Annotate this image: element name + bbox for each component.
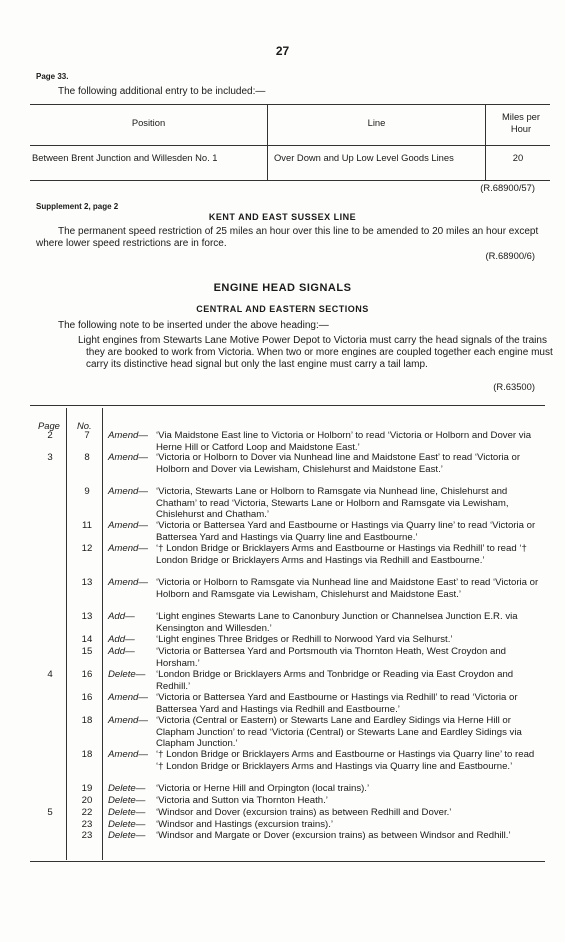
- speed-table: [30, 104, 550, 181]
- row-text: ‘Light engines Stewarts Lane to Canonbury Junction or Channelsea Junction E.R. via Kensington and Willesden.’: [156, 611, 518, 634]
- row-action: Amend—: [108, 692, 148, 703]
- row-action: Delete—: [108, 830, 146, 841]
- row-action: Delete—: [108, 669, 146, 680]
- row-number: 22: [81, 807, 93, 818]
- row-number: 12: [81, 543, 93, 554]
- row-text: ‘† London Bridge or Bricklayers Arms and Eastbourne or Hastings via Quarry line’ to read ‘† London Bridge or Bricklayers Arms and Hastings via Quarry line and Eastbourne.’: [156, 749, 535, 772]
- row-text: ‘Windsor and Margate or Dover (excursion trains) as between Windsor and Redhill.’: [156, 830, 511, 841]
- row-text: ‘Windsor and Hastings (excursion trains).’: [156, 819, 334, 830]
- row-number: 18: [81, 749, 93, 760]
- col-header-page: Page: [38, 420, 60, 431]
- col-header-position: Position: [131, 117, 166, 128]
- row-number: 14: [81, 634, 93, 645]
- row-text: ‘Victoria or Battersea Yard and Portsmouth via Thornton Heath, West Croydon and Horsham.’: [156, 646, 507, 669]
- row-page: 3: [47, 452, 53, 463]
- row-number: 15: [81, 646, 93, 657]
- col-header-mph: Miles per Hour: [501, 111, 541, 134]
- section-ref: Supplement 2, page 2: [36, 202, 119, 211]
- col-header-no: No.: [77, 420, 92, 431]
- row-number: 8: [84, 452, 90, 463]
- row-action: Amend—: [108, 577, 148, 588]
- divider: [66, 408, 67, 860]
- row-number: 7: [84, 430, 90, 441]
- row-page: 2: [47, 430, 53, 441]
- page-number: 27: [275, 44, 290, 58]
- divider: [30, 861, 545, 862]
- row-page: 4: [47, 669, 53, 680]
- row-action: Add—: [108, 611, 135, 622]
- row-action: Amend—: [108, 543, 148, 554]
- reference-code: (R.68900/57): [480, 182, 535, 193]
- divider: [102, 408, 103, 860]
- row-action: Delete—: [108, 795, 146, 806]
- row-page: 5: [47, 807, 53, 818]
- row-text: ‘Light engines Three Bridges or Redhill to Norwood Yard via Selhurst.’: [156, 634, 453, 645]
- col-header-line: Line: [367, 117, 386, 128]
- row-action: Delete—: [108, 783, 146, 794]
- row-number: 9: [84, 486, 90, 497]
- row-number: 20: [81, 795, 93, 806]
- row-text: ‘Victoria (Central or Eastern) or Stewarts Lane and Eardley Sidings via Herne Hill or Clapham Junction’ to read ‘Victoria (Central) or Stewarts Lane and Eardley Sidings via Clapham Junction.’: [156, 715, 522, 749]
- row-text: ‘Windsor and Dover (excursion trains) as between Redhill and Dover.’: [156, 807, 452, 818]
- row-action: Delete—: [108, 807, 146, 818]
- row-action: Delete—: [108, 819, 146, 830]
- section-title: KENT AND EAST SUSSEX LINE: [208, 212, 357, 222]
- reference-code: (R.63500): [493, 381, 535, 392]
- divider: [30, 405, 545, 406]
- intro-text: The following additional entry to be included:—: [58, 86, 266, 97]
- cell-position: Between Brent Junction and Willesden No. 1: [32, 152, 218, 163]
- row-number: 11: [82, 520, 92, 531]
- row-action: Amend—: [108, 715, 148, 726]
- intro-text: The following note to be inserted under the above heading:—: [58, 320, 329, 331]
- row-action: Amend—: [108, 486, 148, 497]
- row-number: 19: [81, 783, 93, 794]
- cell-mph: 20: [512, 152, 524, 163]
- row-number: 23: [81, 819, 93, 830]
- row-text: ‘Victoria, Stewarts Lane or Holborn to Ramsgate via Nunhead line, Chislehurst and Chatham’ to read ‘Victoria, Stewarts Lane or Holborn and Ramsgate via Lewisham, Chislehurst and Chatham.’: [156, 486, 509, 520]
- row-action: Amend—: [108, 430, 148, 441]
- row-action: Add—: [108, 634, 135, 645]
- row-number: 13: [81, 611, 93, 622]
- row-number: 23: [81, 830, 93, 841]
- row-action: Amend—: [108, 520, 148, 531]
- row-text: ‘Victoria or Holborn to Dover via Nunhead line and Maidstone East’ to read ‘Victoria or Holborn and Dover via Lewisham, Chislehurst and Maidstone East.’: [156, 452, 521, 475]
- section-title: ENGINE HEAD SIGNALS: [213, 282, 352, 294]
- row-text: ‘Via Maidstone East line to Victoria or Holborn’ to read ‘Victoria or Holborn and Dover via Herne Hill or Catford Loop and Maidstone East.’: [156, 430, 532, 453]
- row-number: 18: [81, 715, 93, 726]
- row-action: Add—: [108, 646, 135, 657]
- row-text: ‘Victoria or Battersea Yard and Eastbourne or Hastings via Redhill’ to read ‘Victoria or Battersea Yard and Hastings via Redhill and Eastbourne.’: [156, 692, 518, 715]
- row-text: ‘Victoria or Holborn to Ramsgate via Nunhead line and Maidstone East’ to read ‘Victoria or Holborn and Ramsgate via Lewisham, Chislehurst and Maidstone East.’: [156, 577, 539, 600]
- section-ref: Page 33.: [36, 72, 69, 81]
- note-text: Light engines from Stewarts Lane Motive Power Depot to Victoria must carry the head signals of the trains they are booked to work from Victoria. When two or more engines are coupled together each engine must carry its distinctive head signal but only the last engine must carry a tail lamp.: [78, 335, 553, 370]
- row-text: ‘Victoria or Battersea Yard and Eastbourne or Hastings via Quarry line’ to read ‘Victoria or Battersea Yard and Hastings via Quarry line and Eastbourne.’: [156, 520, 536, 543]
- row-action: Amend—: [108, 452, 148, 463]
- row-number: 16: [81, 669, 93, 680]
- row-text: ‘Victoria or Herne Hill and Orpington (local trains).’: [156, 783, 370, 794]
- row-text: ‘London Bridge or Bricklayers Arms and Tonbridge or Reading via East Croydon and Redhill.’: [156, 669, 514, 692]
- row-text: ‘Victoria and Sutton via Thornton Heath.’: [156, 795, 328, 806]
- cell-line: Over Down and Up Low Level Goods Lines: [274, 152, 454, 163]
- row-number: 13: [81, 577, 93, 588]
- row-text: ‘† London Bridge or Bricklayers Arms and Eastbourne or Hastings via Redhill’ to read ‘† London Bridge or Bricklayers Arms and Hastings via Redhill and Eastbourne.’: [156, 543, 527, 566]
- row-number: 16: [81, 692, 93, 703]
- row-action: Amend—: [108, 749, 148, 760]
- section-body: The permanent speed restriction of 25 miles an hour over this line to be amended to 20 miles an hour except where lower speed restrictions are in force.: [36, 226, 539, 249]
- reference-code: (R.68900/6): [485, 250, 535, 261]
- section-subtitle: CENTRAL AND EASTERN SECTIONS: [196, 304, 369, 314]
